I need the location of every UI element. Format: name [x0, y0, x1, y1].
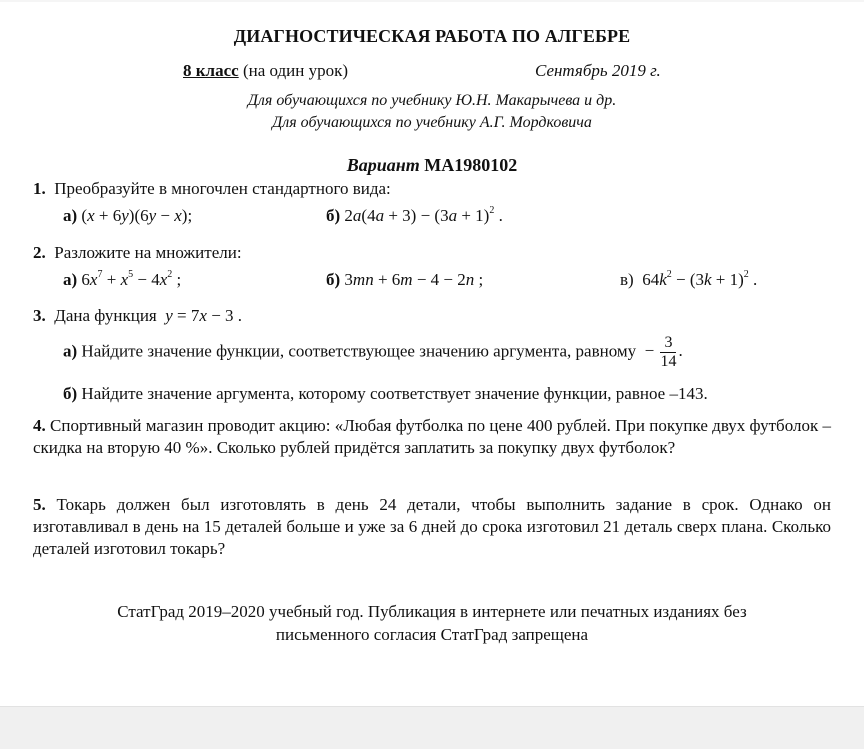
task-1b	[326, 206, 503, 226]
item-label: б)	[326, 206, 341, 225]
fraction-numerator: 3	[660, 334, 676, 353]
item-text: Найдите значение аргумента, которому соответствует значение функции, равное –143.	[81, 384, 708, 403]
task-text: Разложите на множители:	[54, 243, 242, 262]
date-label: Сентябрь 2019 г.	[535, 61, 661, 80]
task-3a	[63, 334, 683, 371]
task-2a	[63, 270, 181, 290]
textbook-line-2: Для обучающихся по учебнику А.Г. Мордковича	[272, 114, 592, 131]
top-edge	[0, 0, 864, 2]
task-number: 4.	[33, 416, 46, 435]
task-2b	[326, 270, 483, 290]
viewer-background	[0, 706, 864, 749]
task-text: Спортивный магазин проводит акцию: «Любая футболка по цене 400 рублей. При покупке двух футболок – скидка на вторую 40 %». Сколько рублей придётся заплатить за покупку двух футболок?	[33, 416, 831, 457]
task-number: 2.	[33, 243, 46, 262]
duration-label: (на один урок)	[242, 61, 349, 80]
formula: 3mn + 6m − 4 − 2n ;	[344, 270, 484, 289]
footer-line-2: письменного согласия СтатГрад запрещена	[275, 625, 589, 644]
footer-line-1: СтатГрад 2019–2020 учебный год. Публикация в интернете или печатных изданиях без	[117, 602, 747, 621]
formula: $6x^7 + x^5 - 4x^2$ ;	[81, 269, 182, 289]
formula: (x + 6y)(6y − x);	[81, 206, 193, 225]
task-3-heading	[33, 306, 242, 326]
variant-code: МА1980102	[424, 155, 518, 175]
item-text: Найдите значение функции, соответствующее значению аргумента, равному	[81, 341, 637, 361]
formula: $2a(4a + 3) - (3a + 1)^2$ .	[344, 205, 503, 225]
fraction-denominator: 14	[660, 353, 677, 370]
document-title: ДИАГНОСТИЧЕСКАЯ РАБОТА ПО АЛГЕБРЕ	[233, 26, 631, 46]
task-number: 5.	[33, 495, 46, 514]
variant-label: Вариант	[346, 155, 420, 175]
task-1a	[63, 206, 192, 226]
grade-line	[183, 61, 348, 81]
task-5	[33, 494, 831, 560]
task-2-heading	[33, 243, 242, 263]
formula: $64k^2 - (3k + 1)^2$ .	[642, 269, 758, 289]
task-text: Дана функция	[54, 306, 157, 325]
task-text: Преобразуйте в многочлен стандартного вида:	[54, 179, 391, 198]
task-3b	[63, 384, 708, 404]
item-label: а)	[63, 270, 78, 289]
item-label: б)	[326, 270, 341, 289]
grade-label: 8 класс	[183, 61, 239, 80]
item-label: б)	[63, 384, 78, 403]
item-label: в)	[620, 270, 634, 289]
textbook-line-1: Для обучающихся по учебнику Ю.Н. Макарычева и др.	[247, 92, 617, 109]
task-2c	[620, 270, 757, 290]
task-number: 3.	[33, 306, 46, 325]
task-1-heading	[33, 179, 391, 199]
item-label: а)	[63, 206, 78, 225]
item-label: а)	[63, 341, 78, 361]
function-formula: y = 7x − 3 .	[165, 306, 243, 325]
fraction-formula: − $\frac{3}{14}$ .	[640, 334, 683, 370]
task-4	[33, 415, 831, 459]
variant-heading	[0, 155, 864, 176]
task-number: 1.	[33, 179, 46, 198]
task-text: Токарь должен был изготовлять в день 24 детали, чтобы выполнить задание в срок. Однако он изготавливал в день на 15 деталей больше и уже за 6 дней до срока изготовил 21 деталь сверх плана. Сколько деталей изготовил токарь?	[33, 495, 831, 558]
